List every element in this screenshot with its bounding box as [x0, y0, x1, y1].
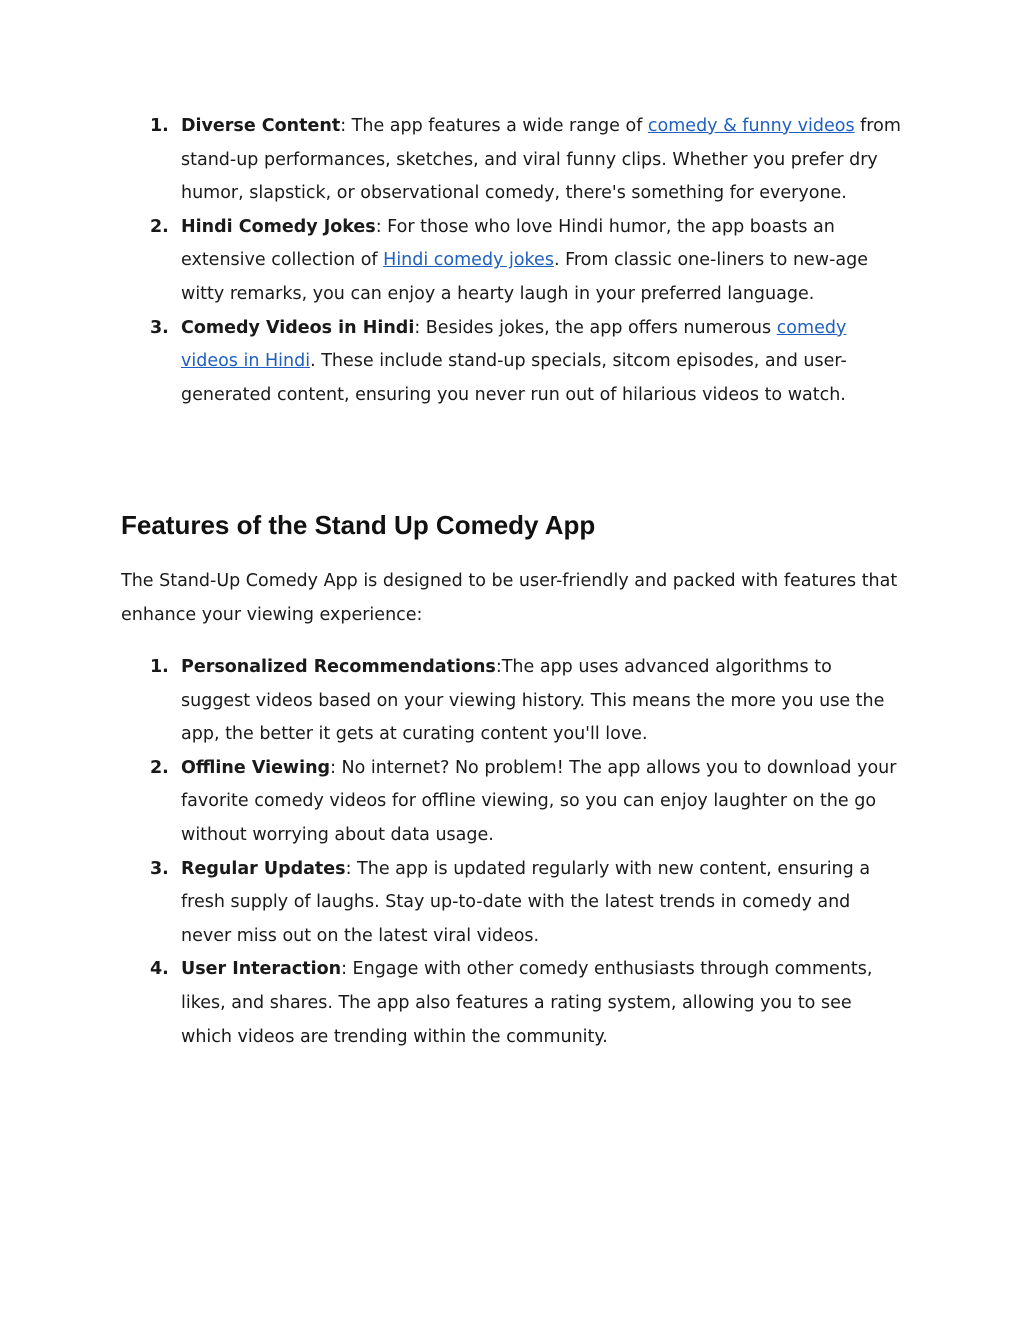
comedy-funny-videos-link[interactable]: comedy & funny videos — [647, 116, 855, 136]
item-term: User Interaction — [181, 959, 342, 980]
item-term: Hindi Comedy Jokes — [181, 216, 376, 237]
comedy-videos-in-hindi-link[interactable]: comedy videos in Hindi — [181, 317, 847, 372]
list-number: 2. — [150, 757, 169, 778]
item-term: Diverse Content — [181, 116, 341, 136]
content-list — [150, 110, 901, 412]
item-text: from stand-up performances, sketches, and viral funny clips. Whether you prefer dry humor, slapstick, or observational comedy, there's something for everyone. — [181, 116, 901, 204]
section-heading: Features of the Stand Up Comedy App — [121, 510, 596, 540]
item-term: Regular Updates — [181, 858, 346, 879]
list-item-comedy-videos-hindi — [150, 312, 901, 413]
item-text: : For those who love Hindi humor, the app boasts an extensive collection of — [181, 216, 835, 271]
item-text: . From classic one-liners to new-age witty remarks, you can enjoy a hearty laugh in your preferred language. — [181, 250, 869, 304]
item-text: . These include stand-up specials, sitcom episodes, and user-generated content, ensuring you never run out of hilarious videos to watch. — [181, 351, 847, 405]
features-list — [150, 651, 901, 1054]
list-number: 3. — [150, 858, 169, 879]
item-text: : The app features a wide range of — [340, 116, 648, 136]
list-number: 1. — [150, 657, 169, 677]
list-item-user-interaction — [150, 953, 901, 1054]
item-term: Personalized Recommendations — [181, 657, 496, 677]
item-text: : The app is updated regularly with new content, ensuring a fresh supply of laughs. Stay up-to-date with the latest trends in comedy and never miss out on the latest viral videos. — [181, 858, 871, 946]
list-item-hindi-comedy-jokes — [150, 211, 901, 312]
list-item-offline-viewing — [150, 752, 901, 853]
item-term: Comedy Videos in Hindi — [181, 317, 415, 338]
list-number: 4. — [150, 959, 169, 980]
item-text: : No internet? No problem! The app allows you to download your favorite comedy videos for offline viewing, so you can enjoy laughter on the go without worrying about data usage. — [181, 757, 897, 845]
hindi-comedy-jokes-link[interactable]: Hindi comedy jokes — [383, 250, 554, 271]
list-number: 2. — [150, 216, 169, 237]
list-item-diverse-content — [150, 110, 901, 211]
section-intro-paragraph: The Stand-Up Comedy App is designed to be user-friendly and packed with features that enhance your viewing experience: — [121, 571, 898, 625]
list-item-regular-updates — [150, 853, 901, 954]
item-text: : Besides jokes, the app offers numerous — [414, 317, 777, 338]
item-text: : Engage with other comedy enthusiasts through comments, likes, and shares. The app also features a rating system, allowing you to see which videos are trending within the community. — [181, 959, 873, 1047]
item-text: :The app uses advanced algorithms to suggest videos based on your viewing history. This means the more you use the app, the better it gets at curating content you'll love. — [181, 657, 885, 745]
list-number: 1. — [150, 116, 169, 136]
item-term: Offline Viewing — [181, 757, 331, 778]
list-number: 3. — [150, 317, 169, 338]
list-item-personalized-recommendations — [150, 651, 901, 752]
